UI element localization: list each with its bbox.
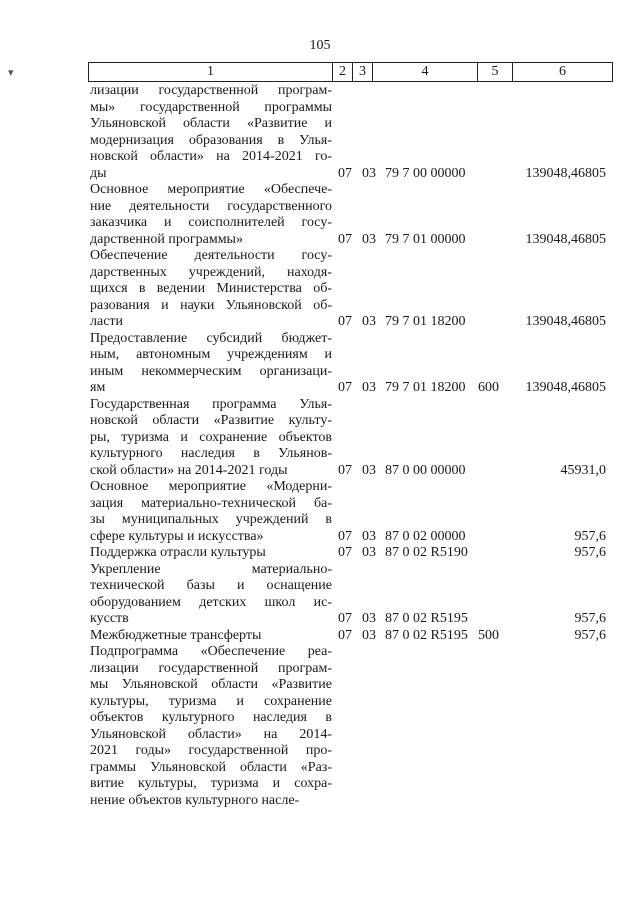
description-line: ние деятельности государственного <box>90 198 332 214</box>
description-line: культуры, туризма и сохранение <box>90 693 332 709</box>
subsection-code: 03 <box>362 545 376 560</box>
table-row <box>0 628 640 645</box>
row-codes <box>0 545 640 562</box>
section-code: 07 <box>338 462 352 478</box>
target-article-code: 79 7 00 00000 <box>385 165 466 181</box>
amount: 957,6 <box>574 627 606 643</box>
subsection-code: 03 <box>362 314 376 329</box>
description-line: Подпрограмма «Обеспечение реа- <box>90 644 332 659</box>
row-codes <box>0 529 640 546</box>
description-line: Межбюджетные трансферты <box>90 627 262 643</box>
table-row <box>0 479 640 545</box>
header-col-3: 3 <box>353 63 373 82</box>
amount: 45931,0 <box>560 462 606 478</box>
expense-type-code: 600 <box>478 380 499 395</box>
description-line: зация материально-технической ба- <box>90 495 332 511</box>
target-article-code: 87 0 02 00000 <box>385 528 466 544</box>
section-code: 07 <box>338 528 352 544</box>
row-codes <box>0 232 640 249</box>
description-line: Основное мероприятие «Обеспече- <box>90 182 332 197</box>
description-line: Укрепление материально- <box>90 561 332 577</box>
description-line: ласти <box>90 314 124 329</box>
table-row <box>0 331 640 397</box>
description-line: дарственных учреждений, находя- <box>90 264 332 280</box>
description-line: щихся в ведении Министерства об- <box>90 281 332 296</box>
description-line: витие культуры, туризма и сохра- <box>90 776 332 791</box>
row-codes <box>0 628 640 645</box>
subsection-code: 03 <box>362 627 376 643</box>
header-col-1: 1 <box>89 63 333 82</box>
row-codes <box>0 314 640 331</box>
table-row <box>0 545 640 562</box>
description-line: новской области» на 2014-2021 го- <box>90 149 332 164</box>
description-line: Государственная программа Улья- <box>90 396 332 412</box>
table-row <box>0 83 640 182</box>
description-line: оборудованием детских школ ис- <box>90 594 332 610</box>
subsection-code: 03 <box>362 380 376 395</box>
description-line: 2021 годы» государственной про- <box>90 743 332 758</box>
amount: 139048,46805 <box>525 165 606 181</box>
description-line: Предоставление субсидий бюджет- <box>90 330 332 346</box>
description-line: сфере культуры и искусства» <box>90 528 264 544</box>
row-codes <box>0 463 640 480</box>
description-line: лизации государственной програм- <box>90 83 332 98</box>
amount: 957,6 <box>574 611 606 626</box>
description-line: иным некоммерческим организаци- <box>90 363 332 379</box>
description-line: кусств <box>90 611 129 626</box>
description-line: новской области «Развитие культу- <box>90 413 332 428</box>
description-line: культурного наследия в Ульянов- <box>90 446 332 461</box>
section-code: 07 <box>338 165 352 181</box>
description-line: мы» государственной программы <box>90 99 332 115</box>
amount: 139048,46805 <box>525 231 606 247</box>
description-line: зы муниципальных учреждений в <box>90 512 332 527</box>
description-line: лизации государственной програм- <box>90 660 332 676</box>
page-number: 105 <box>309 38 331 53</box>
scan-mark: ▾ <box>8 67 14 79</box>
section-code: 07 <box>338 611 352 626</box>
target-article-code: 79 7 01 18200 <box>385 314 466 329</box>
target-article-code: 87 0 02 R5195 <box>385 627 468 643</box>
description-line: мы Ульяновской области «Развитие <box>90 677 332 692</box>
section-code: 07 <box>338 314 352 329</box>
expense-type-code: 500 <box>478 627 499 643</box>
amount: 139048,46805 <box>525 380 606 395</box>
row-codes <box>0 380 640 397</box>
table-row <box>0 644 640 809</box>
subsection-code: 03 <box>362 165 376 181</box>
description-line: Обеспечение деятельности госу- <box>90 248 332 263</box>
row-codes <box>0 611 640 628</box>
subsection-code: 03 <box>362 528 376 544</box>
target-article-code: 79 7 01 18200 <box>385 380 466 395</box>
header-col-6: 6 <box>513 63 613 82</box>
description-line: разования и науки Ульяновской об- <box>90 297 332 313</box>
description-line: Поддержка отрасли культуры <box>90 545 266 560</box>
description-line: граммы Ульяновской области «Раз- <box>90 759 332 775</box>
table-row <box>0 397 640 480</box>
target-article-code: 87 0 02 R5190 <box>385 545 468 560</box>
amount: 957,6 <box>574 528 606 544</box>
amount: 139048,46805 <box>525 314 606 329</box>
description-line: ды <box>90 165 107 181</box>
table-body <box>0 83 640 809</box>
description-line: Ульяновской области «Развитие и <box>90 116 332 131</box>
table-row <box>0 562 640 628</box>
description-line: ской области» на 2014-2021 годы <box>90 462 288 478</box>
description-line: ям <box>90 380 106 395</box>
description-line: Основное мероприятие «Модерни- <box>90 479 332 494</box>
description-line: модернизация образования в Улья- <box>90 132 332 148</box>
description-line: ным, автономным учреждениям и <box>90 347 332 362</box>
description-line: дарственной программы» <box>90 231 243 247</box>
target-article-code: 87 0 00 00000 <box>385 462 466 478</box>
section-code: 07 <box>338 380 352 395</box>
table-row <box>0 182 640 248</box>
section-code: 07 <box>338 231 352 247</box>
subsection-code: 03 <box>362 231 376 247</box>
description-line: ры, туризма и сохранение объектов <box>90 429 332 445</box>
target-article-code: 79 7 01 00000 <box>385 231 466 247</box>
row-codes <box>0 166 640 183</box>
header-col-5: 5 <box>478 63 513 82</box>
amount: 957,6 <box>574 545 606 560</box>
target-article-code: 87 0 02 R5195 <box>385 611 468 626</box>
subsection-code: 03 <box>362 611 376 626</box>
row-codes <box>0 793 640 810</box>
subsection-code: 03 <box>362 462 376 478</box>
description-line: заказчика и соисполнителей госу- <box>90 215 332 230</box>
description-line: объектов культурного наследия в <box>90 710 332 725</box>
description-line: Ульяновской области» на 2014- <box>90 726 332 742</box>
row-description <box>90 644 332 809</box>
table-header <box>88 62 613 82</box>
description-line: технической базы и оснащение <box>90 578 332 593</box>
section-code: 07 <box>338 627 352 643</box>
description-line: нение объектов культурного насле- <box>90 792 300 808</box>
section-code: 07 <box>338 545 352 560</box>
header-col-2: 2 <box>333 63 353 82</box>
header-col-4: 4 <box>373 63 478 82</box>
table-row <box>0 248 640 331</box>
